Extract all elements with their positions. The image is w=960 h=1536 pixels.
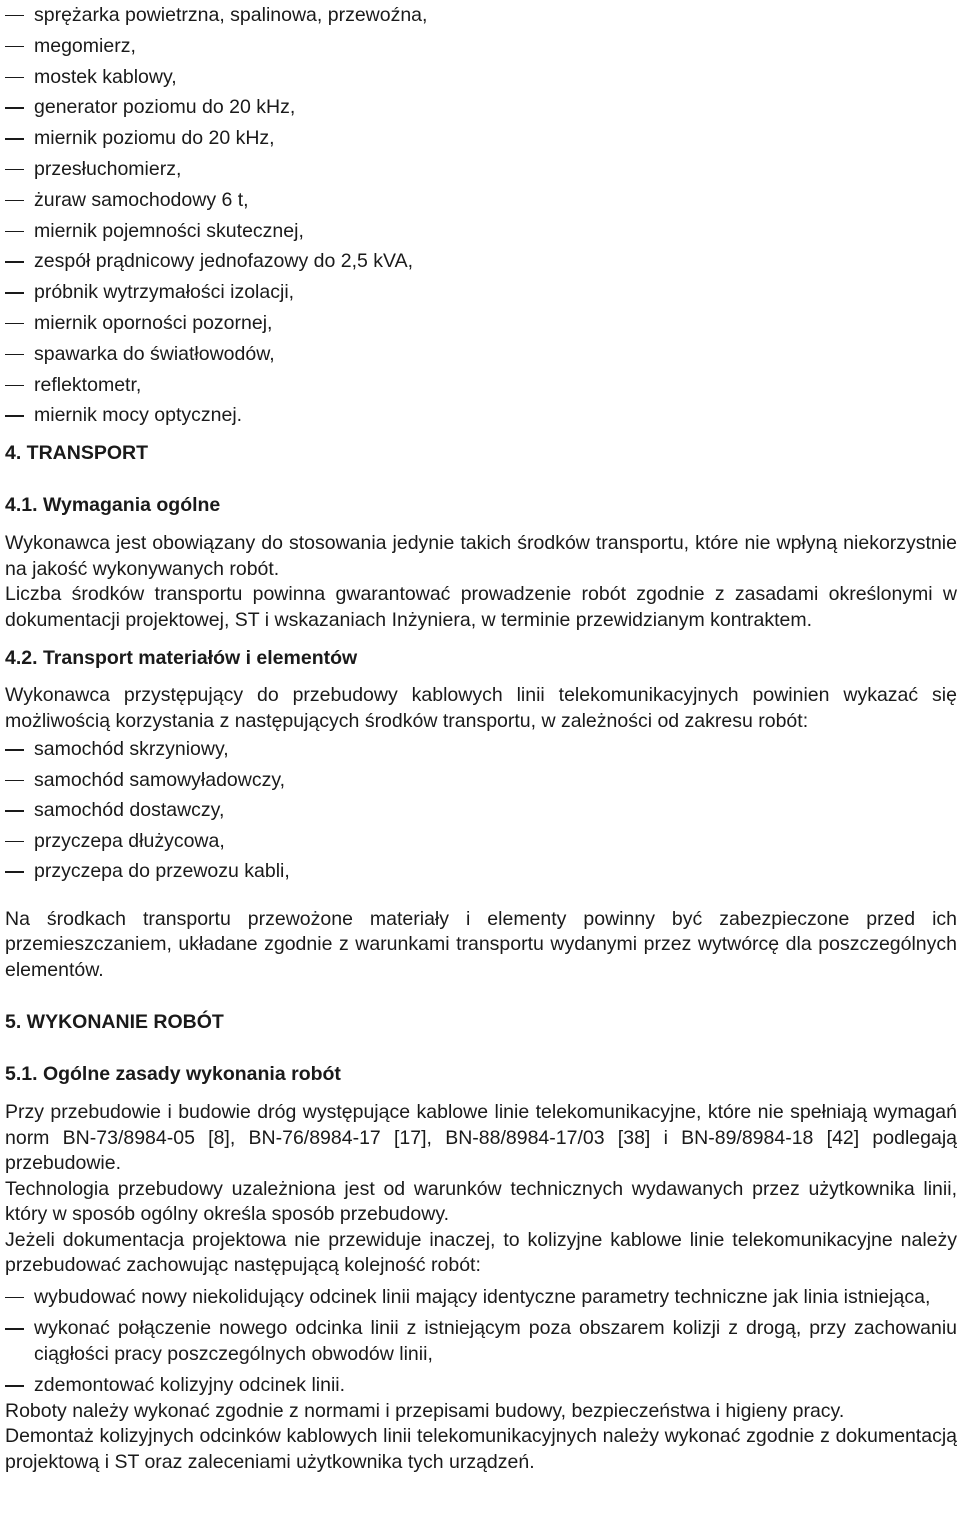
section-heading: 4. TRANSPORT [5, 442, 149, 465]
list-item: sprężarka powietrzna, spalinowa, przewoźna, [5, 0, 957, 31]
paragraph: Technologia przebudowy uzależniona jest od warunków technicznych wydawanych przez użytkownika linii, który w sposób ogólny określa sposób przebudowy. [5, 1177, 957, 1226]
section-heading: 5. WYKONANIE ROBÓT [5, 1011, 224, 1034]
paragraph: Wykonawca przystępujący do przebudowy kablowych linii telekomunikacyjnych powinien wykazać się możliwością korzystania z następujących środków transportu, w zależności od zakresu robót: [5, 684, 957, 732]
list-item: przyczepa do przewozu kabli, [5, 856, 957, 887]
list-item: reflektometr, [5, 370, 957, 401]
paragraph: Liczba środków transportu powinna gwarantować prowadzenie robót zgodnie z zasadami określonymi w dokumentacji projektowej, ST i wskazaniach Inżyniera, w terminie przewidzianym kontraktem. [5, 583, 957, 631]
vehicle-list [5, 734, 957, 887]
list-item: miernik pojemności skutecznej, [5, 216, 957, 247]
paragraph: Jeżeli dokumentacja projektowa nie przewiduje inaczej, to kolizyjne kablowe linie telekomunikacyjne należy przebudować zachowując następującą kolejność robót: [5, 1228, 957, 1277]
list-item: miernik poziomu do 20 kHz, [5, 123, 957, 154]
equipment-list [5, 0, 957, 431]
list-item: próbnik wytrzymałości izolacji, [5, 277, 957, 308]
list-item: miernik oporności pozornej, [5, 308, 957, 339]
list-item: zespół prądnicowy jednofazowy do 2,5 kVA, [5, 246, 957, 277]
list-item: megomierz, [5, 31, 957, 62]
list-item: przesłuchomierz, [5, 154, 957, 185]
subsection-heading: 5.1. Ogólne zasady wykonania robót [5, 1063, 341, 1086]
paragraph: Przy przebudowie i budowie dróg występujące kablowe linie telekomunikacyjne, które nie spełniają wymagań norm BN-73/8984-05 [8], BN-76/8984-17 [17], BN-88/8984-17/03 [38] i BN-89/8984-18 [42] podlegają przebudowie. [5, 1101, 957, 1175]
list-item: zdemontować kolizyjny odcinek linii. [5, 1373, 957, 1399]
list-item: wybudować nowy niekolidujący odcinek linii mający identyczne parametry techniczne jak linia istniejąca, [5, 1285, 957, 1311]
paragraph: Demontaż kolizyjnych odcinków kablowych linii telekomunikacyjnych należy wykonać zgodnie z dokumentacją projektową i ST oraz zaleceniami użytkownika tych urządzeń. [5, 1425, 957, 1473]
list-item: spawarka do światłowodów, [5, 339, 957, 370]
list-item: samochód samowyładowczy, [5, 765, 957, 796]
list-item: generator poziomu do 20 kHz, [5, 92, 957, 123]
list-item: samochód skrzyniowy, [5, 734, 957, 765]
list-item: przyczepa dłużycowa, [5, 826, 957, 857]
steps-list [5, 1285, 957, 1399]
paragraph: Roboty należy wykonać zgodnie z normami i przepisami budowy, bezpieczeństwa i higieny pracy. [5, 1399, 845, 1422]
list-item: samochód dostawczy, [5, 795, 957, 826]
paragraph: Wykonawca jest obowiązany do stosowania jedynie takich środków transportu, które nie wpłyną niekorzystnie na jakość wykonywanych robót. [5, 532, 957, 580]
list-item: wykonać połączenie nowego odcinka linii z istniejącym poza obszarem kolizji z drogą, przy zachowaniu ciągłości pracy poszczególnych obwodów linii, [5, 1316, 957, 1367]
list-item: miernik mocy optycznej. [5, 400, 957, 431]
paragraph: Na środkach transportu przewożone materiały i elementy powinny być zabezpieczone przed ich przemieszczaniem, układane zgodnie z warunkami transportu wydanymi przez wytwórcę dla poszczególnych elementów. [5, 907, 957, 981]
subsection-heading: 4.1. Wymagania ogólne [5, 494, 221, 517]
list-item: żuraw samochodowy 6 t, [5, 185, 957, 216]
list-item: mostek kablowy, [5, 62, 957, 93]
document-page [5, 0, 957, 1475]
subsection-heading: 4.2. Transport materiałów i elementów [5, 647, 358, 670]
